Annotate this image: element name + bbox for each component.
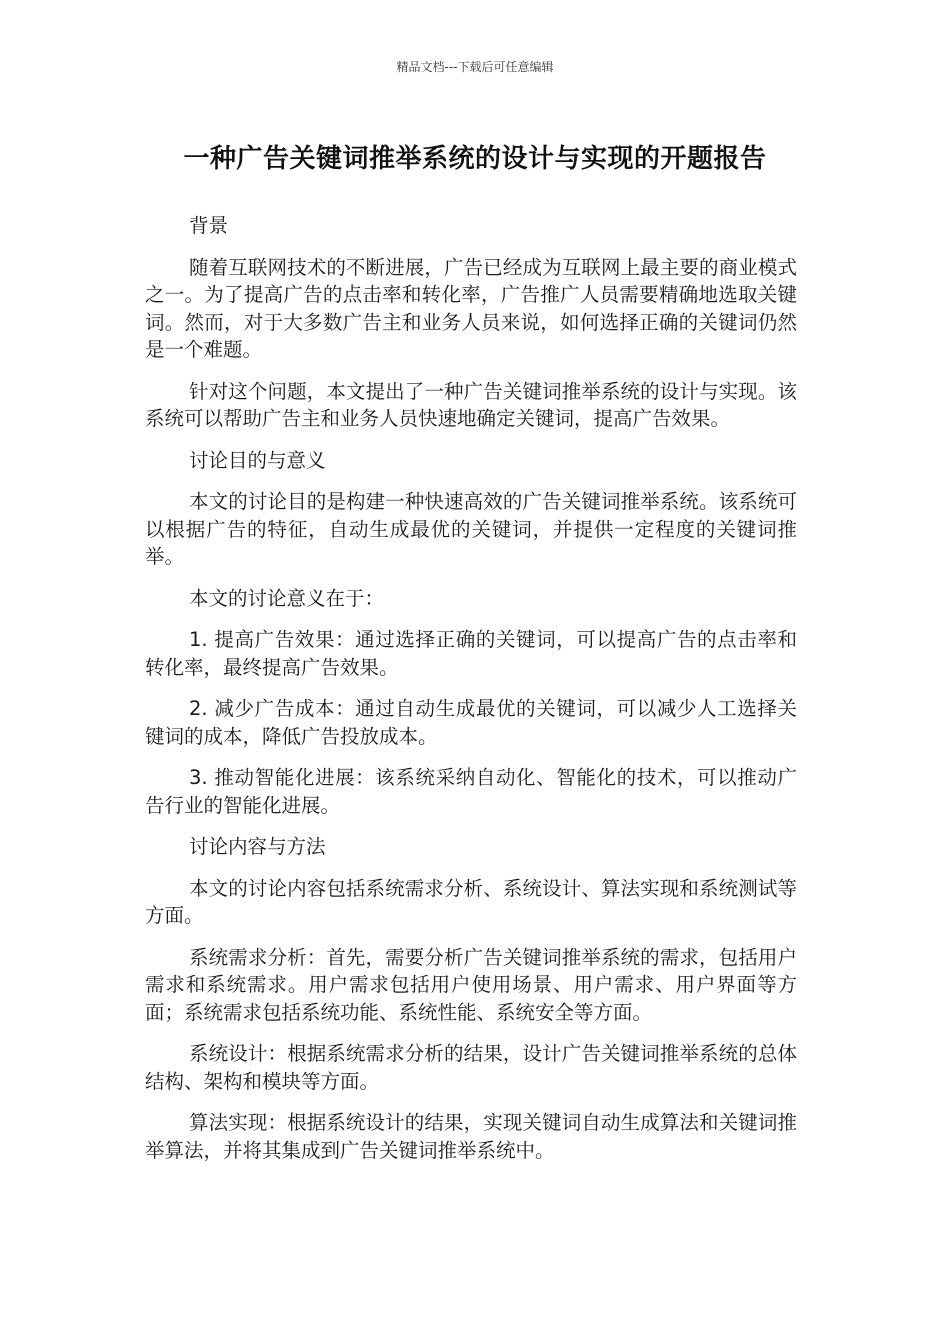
section-heading-background: 背景 [189,214,229,237]
list-item: 3. 推动智能化进展：该系统采纳自动化、智能化的技术，可以推动广告行业的智能化进展。 [145,766,797,817]
paragraph: 系统需求分析：首先，需要分析广告关键词推举系统的需求，包括用户需求和系统需求。用户需求包括用户使用场景、用户需求、用户界面等方面；系统需求包括系统功能、系统性能、系统安全等方面。 [145,945,797,1024]
paragraph: 本文的讨论目的是构建一种快速高效的广告关键词推举系统。该系统可以根据广告的特征，自动生成最优的关键词，并提供一定程度的关键词推举。 [145,490,797,568]
document-body [145,212,797,1178]
paragraph: 本文的讨论内容包括系统需求分析、系统设计、算法实现和系统测试等方面。 [145,876,797,927]
list-item: 2. 减少广告成本：通过自动生成最优的关键词，可以减少人工选择关键词的成本，降低广告投放成本。 [145,697,797,748]
paragraph: 针对这个问题，本文提出了一种广告关键词推举系统的设计与实现。该系统可以帮助广告主和业务人员快速地确定关键词，提高广告效果。 [145,379,797,430]
section-heading-content: 讨论内容与方法 [189,835,326,858]
section-heading-purpose: 讨论目的与意义 [189,448,326,472]
paragraph: 随着互联网技术的不断进展，广告已经成为互联网上最主要的商业模式之一。为了提高广告的点击率和转化率，广告推广人员需要精确地选取关键词。然而，对于大多数广告主和业务人员来说，如何选择正确的关键词仍然是一个难题。 [145,255,797,361]
paragraph: 算法实现：根据系统设计的结果，实现关键词自动生成算法和关键词推举算法，并将其集成到广告关键词推举系统中。 [145,1111,797,1162]
paragraph: 系统设计：根据系统需求分析的结果，设计广告关键词推举系统的总体结构、架构和模块等方面。 [145,1042,797,1093]
header-note: 精品文档---下载后可任意编辑 [396,60,554,74]
paragraph: 本文的讨论意义在于： [189,586,385,610]
list-item: 1. 提高广告效果：通过选择正确的关键词，可以提高广告的点击率和转化率，最终提高广告效果。 [145,628,797,679]
document-title: 一种广告关键词推举系统的设计与实现的开题报告 [183,144,767,174]
